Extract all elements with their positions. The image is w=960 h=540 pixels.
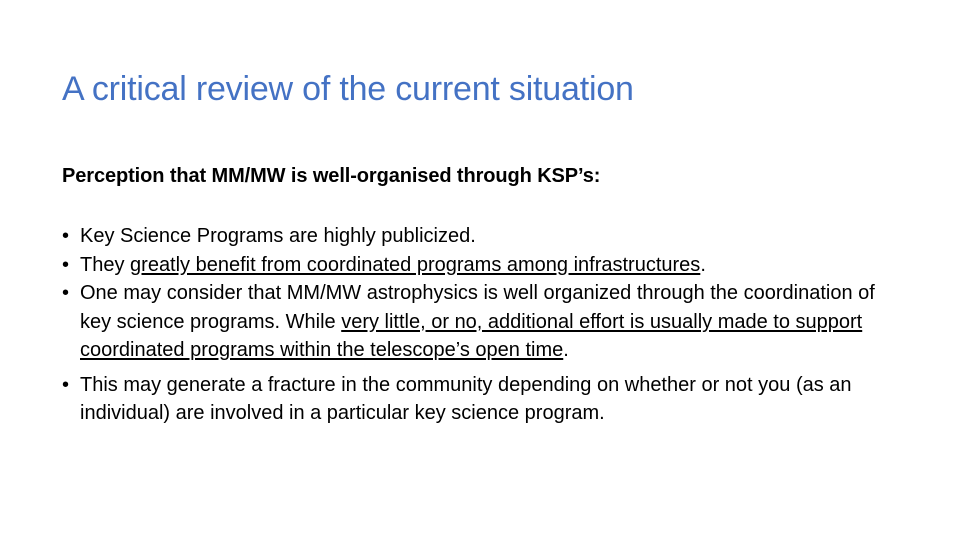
bullet-item [62, 279, 892, 365]
slide-subtitle: Perception that MM/MW is well-organised through KSP’s: [62, 165, 601, 187]
slide-title: A critical review of the current situation [62, 70, 634, 108]
bullet-list [62, 222, 892, 428]
bullet-icon: • [62, 253, 70, 276]
bullet-item [62, 222, 892, 251]
bullet-icon: • [62, 282, 70, 304]
bullet-text-suffix: . [700, 253, 706, 276]
bullet-text: Key Science Programs are highly publicized. [80, 225, 476, 247]
bullet-text-suffix: . [563, 339, 569, 361]
bullet-icon: • [62, 373, 70, 396]
bullet-item [62, 251, 892, 280]
bullet-text-underlined: greatly benefit from coordinated programs among infrastructures [130, 253, 701, 276]
bullet-icon: • [62, 225, 70, 247]
bullet-text-prefix: They [80, 253, 131, 276]
bullet-item [62, 371, 892, 428]
bullet-text-prefix: One may consider that MM/MW astrophysics is well organized through the coordination of key science programs. While [80, 282, 875, 333]
bullet-text: This may generate a fracture in the community depending on whether or not you (as an individual) are involved in a particular key science program. [80, 373, 852, 424]
bullet-text-underlined: very little, or no, additional effort is usually made to support coordinated programs within the telescope’s open time [80, 310, 863, 361]
